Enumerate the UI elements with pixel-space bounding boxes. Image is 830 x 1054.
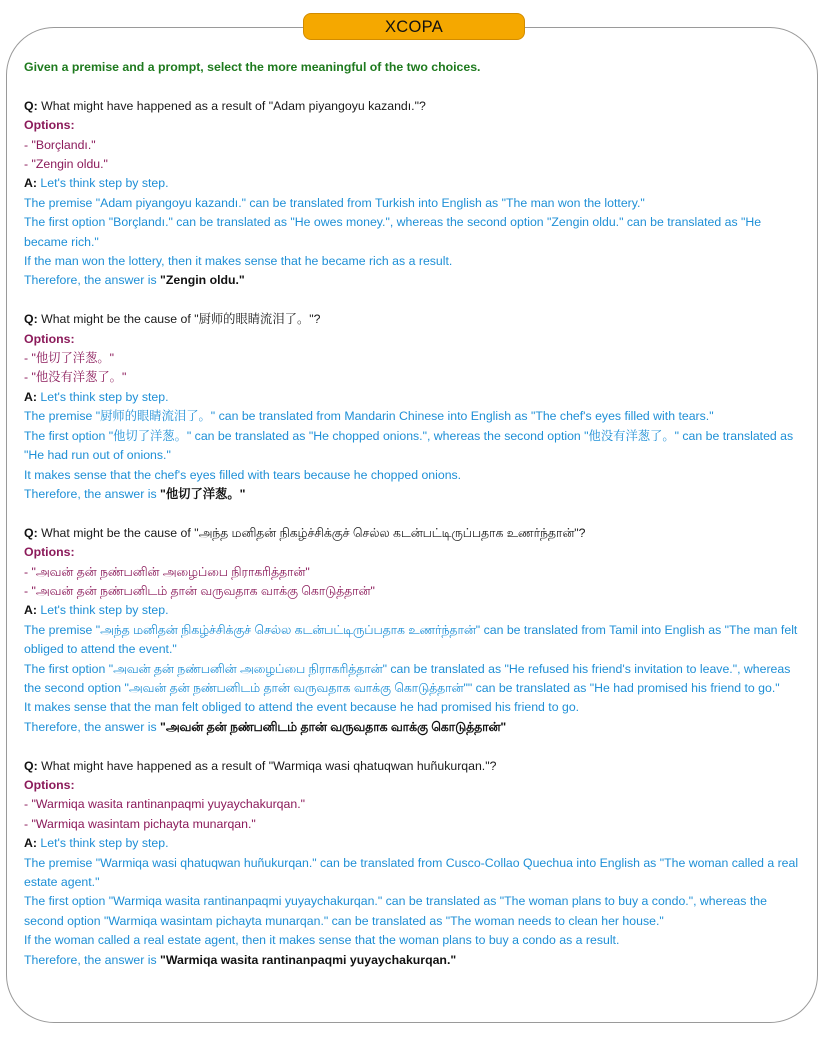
- example-block: [24, 97, 804, 291]
- answer-label: A:: [24, 603, 37, 618]
- answer-label: A:: [24, 836, 37, 851]
- example-block: [24, 310, 804, 504]
- question-line: [24, 757, 804, 776]
- options-label: Options:: [24, 331, 75, 346]
- reasoning-line: If the man won the lottery, then it makes sense that he became rich as a result.: [24, 254, 453, 269]
- conclusion-line: [24, 485, 804, 504]
- question-label: Q:: [24, 98, 38, 113]
- options-label: Options:: [24, 118, 75, 133]
- answer-label: A:: [24, 176, 37, 191]
- question-label: Q:: [24, 758, 38, 773]
- question-line: [24, 97, 804, 116]
- option-item: - "Warmiqa wasita rantinanpaqmi yuyaychakurqan.": [24, 797, 305, 812]
- option-item: - "Zengin oldu.": [24, 157, 108, 172]
- therefore-text: Therefore, the answer is: [24, 273, 161, 288]
- answer-intro: Let's think step by step.: [40, 603, 169, 618]
- answer-line: [24, 174, 804, 193]
- final-answer: "Warmiqa wasita rantinanpaqmi yuyaychakurqan.": [160, 952, 457, 967]
- options-label: Options:: [24, 545, 75, 560]
- option-item: - "他没有洋葱了。": [24, 370, 127, 385]
- content: [24, 58, 804, 989]
- reasoning-line: The premise "அந்த மனிதன் நிகழ்ச்சிக்குச் செல்ல கடன்பட்டிருப்பதாக உணர்ந்தான்" can be translated from Tamil into English as "The man felt obliged to attend the event.": [24, 622, 798, 657]
- question-label: Q:: [24, 525, 38, 540]
- question-text: What might be the cause of "அந்த மனிதன் நிகழ்ச்சிக்குச் செல்ல கடன்பட்டிருப்பதாக உணர்ந்தான்"?: [41, 525, 586, 540]
- conclusion-line: [24, 951, 804, 970]
- option-item: - "Borçlandı.": [24, 137, 96, 152]
- therefore-text: Therefore, the answer is: [24, 719, 161, 734]
- question-line: [24, 524, 804, 543]
- conclusion-line: [24, 718, 804, 737]
- reasoning-line: It makes sense that the chef's eyes filled with tears because he chopped onions.: [24, 467, 462, 482]
- therefore-text: Therefore, the answer is: [24, 486, 161, 501]
- question-text: What might have happened as a result of "Adam piyangoyu kazandı."?: [41, 98, 426, 113]
- question-text: What might have happened as a result of "Warmiqa wasi qhatuqwan huñukurqan."?: [41, 758, 497, 773]
- final-answer: "அவன் தன் நண்பனிடம் தான் வருவதாக வாக்கு கொடுத்தான்": [160, 719, 507, 734]
- reasoning-line: The first option "Warmiqa wasita rantinanpaqmi yuyaychakurqan." can be translated as "The woman plans to buy a condo.", whereas the second option "Warmiqa wasintam pichayta munarqan." can be translated as "The woman needs to clean her house.": [24, 894, 767, 928]
- conclusion-line: [24, 271, 804, 290]
- option-item: - "அவன் தன் நண்பனின் அழைப்பை நிராகரித்தான்": [24, 564, 310, 579]
- reasoning-line: If the woman called a real estate agent, then it makes sense that the woman plans to buy a condo as a result.: [24, 933, 620, 948]
- reasoning-line: The premise "Adam piyangoyu kazandı." can be translated from Turkish into English as "The man won the lottery.": [24, 195, 645, 210]
- option-item: - "他切了洋葱。": [24, 351, 115, 366]
- page-title: XCOPA: [303, 13, 525, 40]
- example-block: [24, 524, 804, 737]
- question-text: What might be the cause of "厨师的眼睛流泪了。"?: [41, 312, 321, 327]
- reasoning-line: The premise "厨师的眼睛流泪了。" can be translated from Mandarin Chinese into English as "The chef's eyes filled with tears.": [24, 409, 714, 424]
- therefore-text: Therefore, the answer is: [24, 952, 161, 967]
- answer-label: A:: [24, 389, 37, 404]
- answer-intro: Let's think step by step.: [40, 389, 169, 404]
- reasoning-line: The first option "他切了洋葱。" can be translated as "He chopped onions.", whereas the second option "他没有洋葱了。" can be translated as "He had run out of onions.": [24, 428, 794, 463]
- final-answer: "Zengin oldu.": [160, 273, 245, 288]
- examples-list: [24, 97, 804, 970]
- reasoning-line: The premise "Warmiqa wasi qhatuqwan huñukurqan." can be translated from Cusco-Collao Quechua into English as "The woman called a real estate agent.": [24, 855, 799, 889]
- example-block: [24, 757, 804, 970]
- option-item: - "Warmiqa wasintam pichayta munarqan.": [24, 816, 256, 831]
- answer-intro: Let's think step by step.: [40, 176, 169, 191]
- instruction: Given a premise and a prompt, select the more meaningful of the two choices.: [24, 60, 481, 74]
- reasoning-line: It makes sense that the man felt obliged to attend the event because he had promised his friend to go.: [24, 700, 580, 715]
- answer-line: [24, 601, 804, 620]
- answer-line: [24, 834, 804, 853]
- option-item: - "அவன் தன் நண்பனிடம் தான் வருவதாக வாக்கு கொடுத்தான்": [24, 583, 375, 598]
- final-answer: "他切了洋葱。": [160, 486, 246, 501]
- reasoning-line: The first option "அவன் தன் நண்பனின் அழைப்பை நிராகரித்தான்" can be translated as "He refused his friend's invitation to leave.", whereas the second option "அவன் தன் நண்பனிடம் தான் வருவதாக வாக்கு கொடுத்தான்"" can be translated as "He had promised his friend to go.": [24, 661, 791, 695]
- reasoning-line: The first option "Borçlandı." can be translated as "He owes money.", whereas the second option "Zengin oldu." can be translated as "He became rich.": [24, 215, 762, 249]
- answer-intro: Let's think step by step.: [40, 836, 169, 851]
- question-label: Q:: [24, 312, 38, 327]
- answer-line: [24, 388, 804, 407]
- question-line: [24, 310, 804, 329]
- options-label: Options:: [24, 777, 75, 792]
